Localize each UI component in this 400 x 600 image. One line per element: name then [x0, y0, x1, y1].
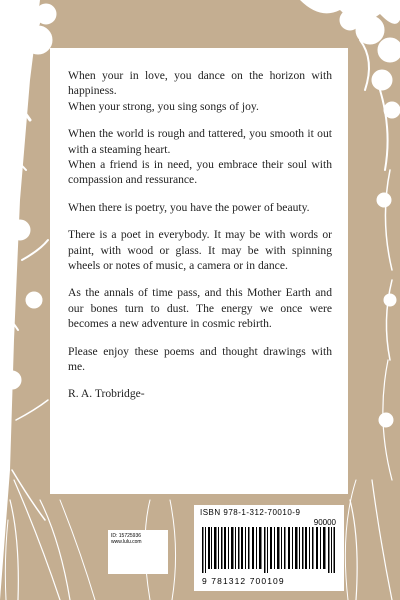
text-page [50, 48, 348, 494]
publisher-id: ID: 15725936 [111, 533, 142, 539]
barcode-digits: 9 781312 700109 [202, 576, 285, 586]
price-code: 90000 [313, 518, 336, 527]
author-signature: R. A. Trobridge- [68, 386, 145, 400]
paragraph-6: Please enjoy these poems and thought drawings with me. [68, 344, 332, 374]
isbn-barcode-box [194, 505, 344, 591]
isbn-label: ISBN 978-1-312-70010-9 [200, 508, 301, 517]
paragraph-4: There is a poet in everybody. It may be with words or paint, with wood or glass. It may be with spinning wheels or notes of music, a camera or in dance. [68, 228, 332, 273]
barcode-icon [202, 527, 336, 573]
paragraph-3: When there is poetry, you have the power of beauty. [68, 200, 310, 214]
publisher-url: www.lulu.com [111, 539, 142, 545]
paragraph-2: When the world is rough and tattered, you smooth it out with a steaming heart. When a friend is in need, you embrace their soul with compassion and ressurance. [68, 127, 332, 187]
paragraph-1: When your in love, you dance on the horizon with happiness. When your strong, you sing songs of joy. [68, 69, 332, 113]
publisher-id-label [108, 530, 168, 574]
paragraph-5: As the annals of time pass, and this Mother Earth and our bones turn to dust. The energy we once were becomes a new adventure in cosmic rebirth. [68, 286, 332, 331]
